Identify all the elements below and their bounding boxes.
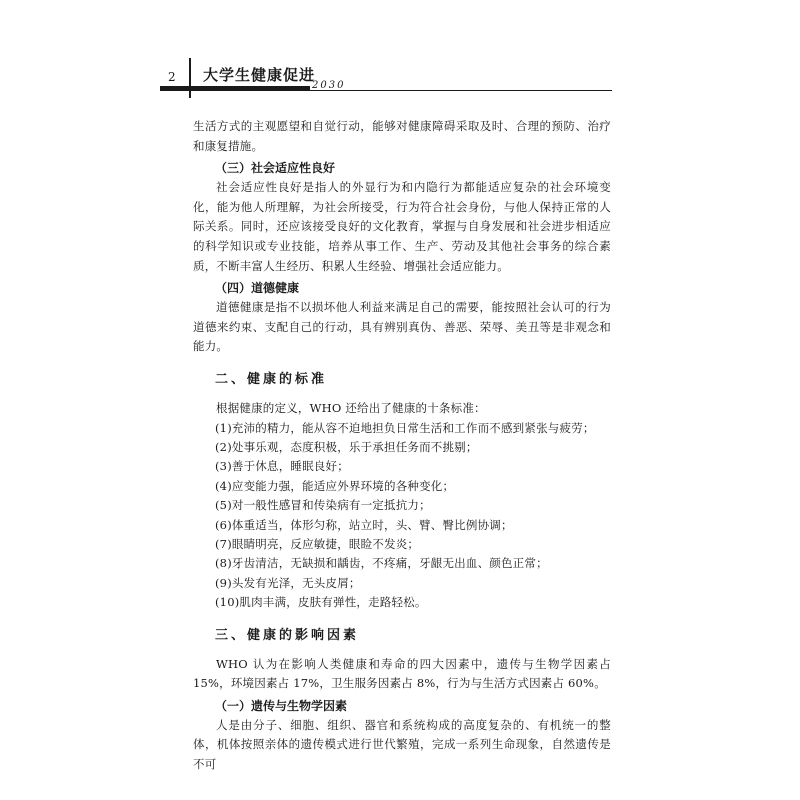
page-number: 2 <box>168 70 176 84</box>
header-vertical-rule <box>189 58 191 98</box>
health-standards-list <box>193 419 611 613</box>
list-item: (3)善于休息，睡眠良好； <box>215 459 349 474</box>
book-title: 大学生健康促进 <box>203 66 316 84</box>
running-header <box>160 58 612 100</box>
section-2-intro: 根据健康的定义，WHO 还给出了健康的十条标准： <box>216 400 486 415</box>
list-item: (8)牙齿清洁，无缺损和龋齿，不疼痛，牙龈无出血、颜色正常； <box>215 556 548 571</box>
header-thin-rule <box>160 90 612 91</box>
subsection-paragraph-3: 社会适应性良好是指人的外显行为和内隐行为都能适应复杂的社会环境变化，能为他人所理解，为社会所接受，行为符合社会身份，与他人保持正常的人际关系。同时，还应该接受良好的文化教育，掌握与自身发展和社会进步相适应的科学知识或专业技能，培养从事工作、生产、劳动及其他社会事务的综合素质，不断丰富人生经历、积累人生经验、增强社会适应能力。 <box>193 180 611 273</box>
intro-paragraph: 生活方式的主观愿望和自觉行动，能够对健康障碍采取及时、合理的预防、治疗和康复措施。 <box>193 119 611 153</box>
subsection-paragraph-3-1: 人是由分子、细胞、组织、器官和系统构成的高度复杂的、有机统一的整体，机体按照亲体的遗传模式进行世代繁殖，完成一系列生命现象，自然遗传是不可 <box>193 717 611 771</box>
list-item: (7)眼睛明亮，反应敏捷，眼睑不发炎； <box>215 536 420 551</box>
list-item: (9)头发有光泽，无头皮屑； <box>215 575 361 590</box>
list-item: (4)应变能力强，能适应外界环境的各种变化； <box>215 478 455 493</box>
list-item: (10)肌肉丰满，皮肤有弹性，走路轻松。 <box>215 595 427 610</box>
subsection-heading-3: （三）社会适应性良好 <box>215 161 336 176</box>
list-item: (5)对一般性感冒和传染病有一定抵抗力； <box>215 498 431 513</box>
subsection-heading-3-1: （一）遗传与生物学因素 <box>215 698 348 713</box>
subsection-heading-4: （四）道德健康 <box>215 281 300 296</box>
list-item: (6)体重适当，体形匀称，站立时，头、臂、臀比例协调； <box>215 517 513 532</box>
page-content <box>193 117 611 775</box>
list-item: (2)处事乐观，态度积极，乐于承担任务而不挑剔； <box>215 439 478 454</box>
header-year: 2030 <box>312 80 346 91</box>
subsection-paragraph-4: 道德健康是指不以损坏他人利益来满足自己的需要，能按照社会认可的行为道德来约束、支配自己的行动，具有辨别真伪、善恶、荣辱、美丑等是非观念和能力。 <box>193 300 611 354</box>
section-heading-3: 三、健康的影响因素 <box>215 627 360 643</box>
section-heading-2: 二、健康的标准 <box>215 371 328 387</box>
list-item: (1)充沛的精力，能从容不迫地担负日常生活和工作而不感到紧张与疲劳； <box>215 420 595 435</box>
section-3-paragraph: WHO 认为在影响人类健康和寿命的四大因素中，遗传与生物学因素占 15%，环境因素占 17%，卫生服务因素占 8%，行为与生活方式因素占 60%。 <box>193 656 611 691</box>
